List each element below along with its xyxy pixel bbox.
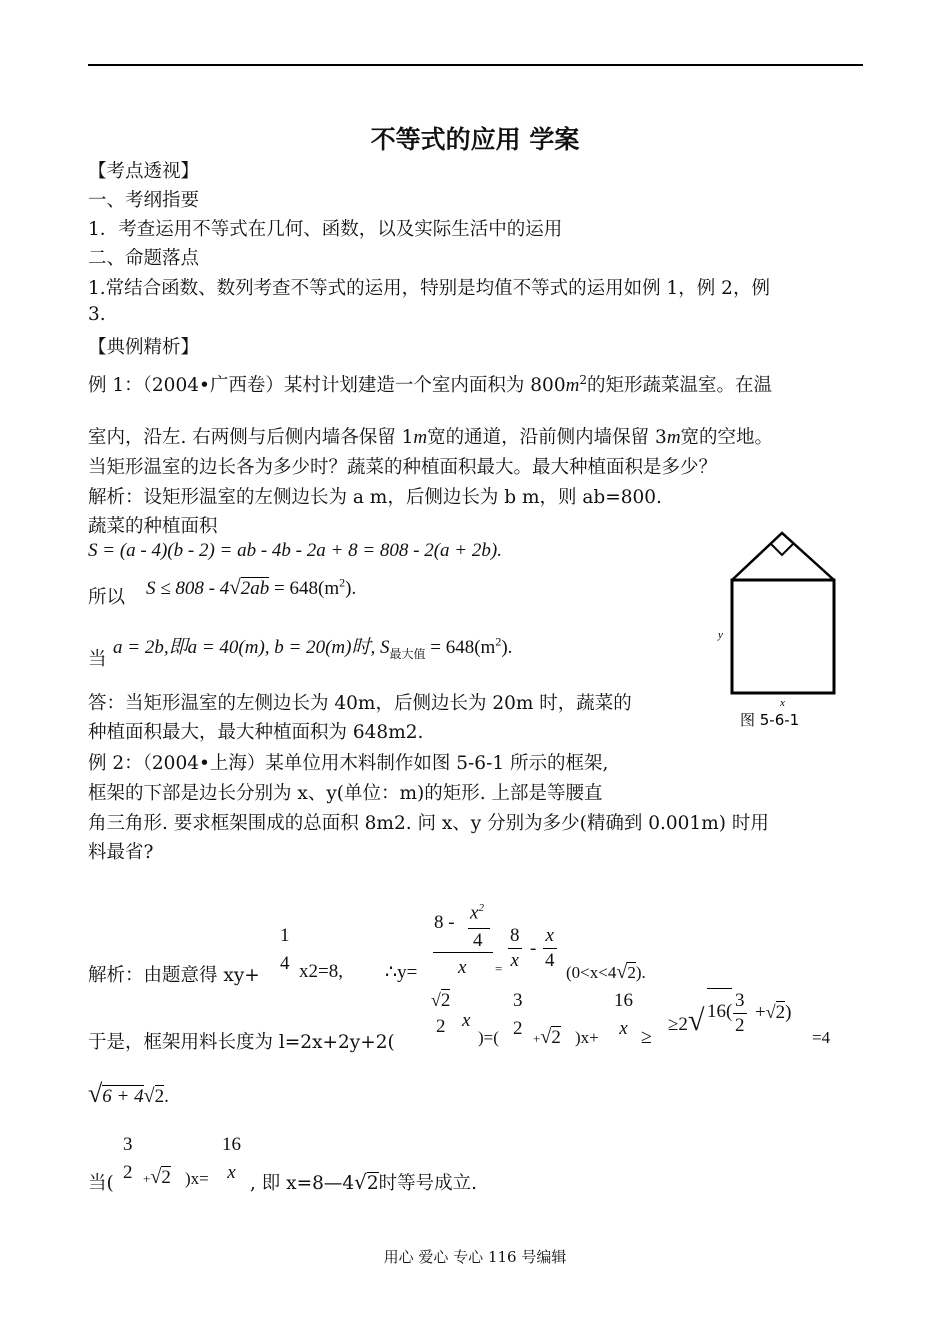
frac-8-x: 8 x <box>510 925 520 971</box>
dang2-label: 当( <box>88 1173 114 1194</box>
mingti-item-line1: 1.常结合函数、数列考查不等式的运用，特别是均值不等式的运用如例 1，例 2，例 <box>88 278 770 299</box>
therefore-y: ∴y= <box>385 962 418 983</box>
formula-bound: $S \le 808 - 4√2ab = 648(m^2)$. <box>146 575 357 599</box>
header-rule <box>88 64 863 66</box>
page-title: 不等式的应用 学案 <box>370 125 580 154</box>
x-eq: )x= <box>185 1169 209 1188</box>
rad-plus-sqrt2: +√2) <box>755 1002 792 1023</box>
plus-sqrt2: +√2 <box>533 1026 561 1048</box>
rp-x-plus: )x+ <box>575 1028 599 1047</box>
jiexi-a: 解析：由题意得 xy+ <box>88 965 260 986</box>
frac-16-x: 16 x <box>614 990 633 1039</box>
example1-line4: 解析：设矩形温室的左侧边长为 a m，后侧边长为 b m，则 ab=800. <box>88 487 662 508</box>
figure-caption: 图 5-6-1 <box>740 711 800 729</box>
gangyao-item: 1．考查运用不等式在几何、函数，以及实际生活中的运用 <box>88 219 563 240</box>
section-dianli: 【典例精析】 <box>88 337 200 358</box>
formula-max: a = 2b,即a = 40(m), b = 20(m)时, $S_{最大值} = 648(m^2)$. <box>113 634 513 661</box>
y-inner-4: 4 <box>473 930 483 951</box>
y-main-bar <box>433 952 493 953</box>
label-y: y <box>718 629 723 641</box>
page-footer: 用心 爱心 专心 116 号编辑 <box>383 1248 567 1266</box>
dang-frac-16-x: 16 x <box>222 1134 241 1183</box>
example1-line1: 例 1：（2004•广西卷）某村计划建造一个室内面积为 $800m^2$的矩形蔬菜温室。在温 <box>88 372 772 396</box>
section-mingti: 二、命题落点 <box>88 248 200 269</box>
frac-1-4: 1 4 <box>280 925 290 974</box>
section-gangyao: 一、考纲指要 <box>88 190 200 211</box>
example2-line1: 例 2：（2004•上海）某单位用木料制作如图 5-6-1 所示的框架, <box>88 753 609 774</box>
frame-triangle <box>732 533 834 580</box>
example1-line2: 室内，沿左. 右两侧与后侧内墙各保留 1m宽的通道，沿前侧内墙保留 3m宽的空地。 <box>88 427 774 448</box>
frac-3-2: 3 2 <box>513 990 523 1039</box>
frac-x-4: x 4 <box>545 925 555 971</box>
example1-line3: 当矩形温室的边长各为多少时？蔬菜的种植面积最大。最大种植面积是多少？ <box>88 457 718 478</box>
suoyi-label: 所以 <box>88 587 126 608</box>
right-angle-mark <box>770 543 794 555</box>
rad-frac-3-2: 3 2 <box>735 990 745 1036</box>
y-inner-bar <box>468 928 490 929</box>
example2-line2: 框架的下部是边长分别为 x、y(单位：m)的矩形. 上部是等腰直 <box>88 783 603 804</box>
label-x: x <box>780 697 785 709</box>
jiexi-b: x2=8, <box>299 961 343 982</box>
range: (0<x<4√2). <box>566 961 646 983</box>
frame-rectangle <box>732 580 834 693</box>
dang-plus-sqrt2: +√2 <box>143 1166 171 1188</box>
mingti-item-line2: 3. <box>88 304 106 325</box>
geq-sign: ≥ <box>641 1026 652 1048</box>
geq-2-rad: ≥2√ <box>668 1004 705 1037</box>
y-num-8: 8 - <box>434 912 455 933</box>
frame-figure <box>712 525 852 735</box>
dang-label: 当 <box>88 649 107 670</box>
final-radical: √6 + 4√2. <box>88 1079 169 1108</box>
ji-text: , 即 x=8—4√2时等号成立. <box>250 1170 478 1194</box>
yushi-line: 于是，框架用料长度为 l=2x+2y+2( <box>88 1032 395 1053</box>
section-kaodian: 【考点透视】 <box>88 161 200 182</box>
answer-line1: 答：当矩形温室的左侧边长为 40m，后侧边长为 20m 时，蔬菜的 <box>88 693 632 714</box>
dang-frac-3-2: 3 2 <box>123 1134 133 1183</box>
rad-16-expr: 16( <box>707 988 732 1023</box>
eq-sign: = <box>495 961 503 976</box>
example2-line4: 料最省? <box>88 842 154 863</box>
minus-sign: - <box>530 938 537 959</box>
frac-sqrt2-2: √2 2 <box>431 990 451 1037</box>
y-den-x: x <box>458 957 467 978</box>
eq-4: =4 <box>812 1028 831 1047</box>
formula-area: S = (a - 4)(b - 2) = ab - 4b - 2a + 8 = 808 - 2(a + 2b). <box>88 540 502 561</box>
example1-line5: 蔬菜的种植面积 <box>88 516 218 537</box>
x-after-frac: x <box>462 1010 471 1031</box>
answer-line2: 种植面积最大，最大种植面积为 648m2. <box>88 722 424 743</box>
y-num-x2: $x^2$ <box>470 902 484 924</box>
rp-eq-lp: )=( <box>478 1028 499 1047</box>
example2-line3: 角三角形. 要求框架围成的总面积 8m2. 问 x、y 分别为多少(精确到 0.001m) 时用 <box>88 813 769 834</box>
